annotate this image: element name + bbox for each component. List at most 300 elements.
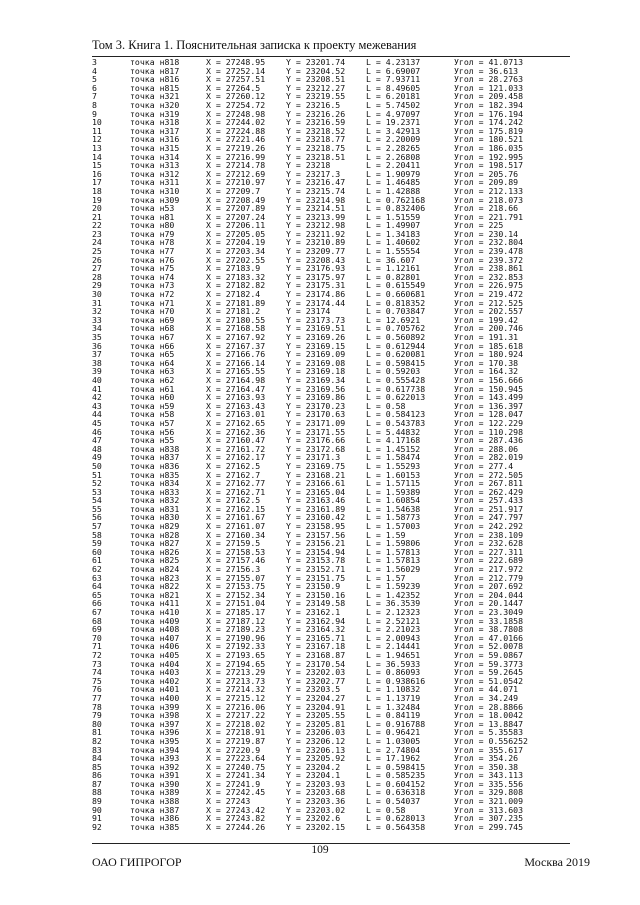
point-name: точка н400	[130, 692, 180, 703]
point-name: точка н76	[130, 254, 175, 265]
angle: Угол = 170.38	[454, 357, 519, 368]
y-coordinate: Y = 23213.99	[286, 211, 346, 222]
x-coordinate: X = 27213.73	[206, 675, 266, 686]
row-number: 80	[92, 718, 102, 729]
segment-length: L = 1.94651	[366, 649, 421, 660]
x-coordinate: X = 27162.65	[206, 417, 266, 428]
x-coordinate: X = 27187.12	[206, 615, 266, 626]
row-number: 30	[92, 289, 102, 300]
x-coordinate: X = 27221.46	[206, 134, 266, 145]
angle: Угол = 212.133	[454, 185, 524, 196]
angle: Угол = 307.235	[454, 813, 524, 824]
angle: Угол = 230.14	[454, 228, 519, 239]
point-name: точка н62	[130, 374, 175, 385]
y-coordinate: Y = 23169.18	[286, 366, 346, 377]
y-coordinate: Y = 23216.5	[286, 99, 341, 110]
x-coordinate: X = 27260.12	[206, 91, 266, 102]
point-name: точка н312	[130, 168, 180, 179]
segment-length: L = 1.55293	[366, 460, 421, 471]
point-name: точка н81	[130, 211, 175, 222]
x-coordinate: X = 27257.51	[206, 74, 266, 85]
y-coordinate: Y = 23218.51	[286, 151, 346, 162]
row-number: 26	[92, 254, 102, 265]
angle: Угол = 110.298	[454, 426, 524, 437]
row-number: 91	[92, 813, 102, 824]
angle: Угол = 174.242	[454, 117, 524, 128]
y-coordinate: Y = 23168.21	[286, 469, 346, 480]
row-number: 37	[92, 349, 102, 360]
row-number: 40	[92, 374, 102, 385]
x-coordinate: X = 27202.55	[206, 254, 266, 265]
point-name: точка н816	[130, 74, 180, 85]
angle: Угол = 202.557	[454, 306, 524, 317]
point-name: точка н388	[130, 796, 180, 807]
angle: Угол = 272.505	[454, 469, 524, 480]
y-coordinate: Y = 23214.98	[286, 194, 346, 205]
segment-length: L = 5.44832	[366, 426, 421, 437]
row-number: 92	[92, 821, 102, 832]
angle: Угол = 329.808	[454, 787, 524, 798]
x-coordinate: X = 27163.01	[206, 409, 266, 420]
segment-length: L = 0.622013	[366, 392, 426, 403]
x-coordinate: X = 27205.05	[206, 228, 266, 239]
point-name: точка н321	[130, 91, 180, 102]
point-name: точка н68	[130, 323, 175, 334]
angle: Угол = 209.458	[454, 91, 524, 102]
point-name: точка н815	[130, 82, 180, 93]
row-number: 14	[92, 151, 102, 162]
point-name: точка н817	[130, 65, 180, 76]
x-coordinate: X = 27203.34	[206, 246, 266, 257]
row-number: 87	[92, 778, 102, 789]
x-coordinate: X = 27224.88	[206, 125, 266, 136]
y-coordinate: Y = 23168.87	[286, 649, 346, 660]
segment-length: L = 0.84119	[366, 710, 421, 721]
angle: Угол = 150.945	[454, 383, 524, 394]
x-coordinate: X = 27220.9	[206, 744, 261, 755]
segment-length: L = 2.74804	[366, 744, 421, 755]
row-number: 46	[92, 426, 102, 437]
angle: Угол = 232.804	[454, 237, 524, 248]
footer-organization: ОАО ГИПРОГОР	[92, 855, 182, 869]
y-coordinate: Y = 23208.51	[286, 74, 346, 85]
segment-length: L = 0.604152	[366, 778, 426, 789]
point-name: точка н833	[130, 486, 180, 497]
x-coordinate: X = 27243	[206, 796, 251, 807]
y-coordinate: Y = 23175.97	[286, 271, 346, 282]
x-coordinate: X = 27218.02	[206, 718, 266, 729]
row-number: 82	[92, 735, 102, 746]
angle: Угол = 44.071	[454, 684, 519, 695]
angle: Угол = 13.8847	[454, 718, 524, 729]
segment-length: L = 1.32484	[366, 701, 421, 712]
y-coordinate: Y = 23166.61	[286, 478, 346, 489]
row-number: 47	[92, 435, 102, 446]
row-number: 50	[92, 460, 102, 471]
segment-length: L = 2.20009	[366, 134, 421, 145]
angle: Угол = 28.2763	[454, 74, 524, 85]
point-name: точка н404	[130, 658, 180, 669]
y-coordinate: Y = 23171.55	[286, 426, 346, 437]
point-name: точка н828	[130, 529, 180, 540]
y-coordinate: Y = 23169.08	[286, 357, 346, 368]
x-coordinate: X = 27218.91	[206, 727, 266, 738]
row-number: 38	[92, 357, 102, 368]
row-number: 83	[92, 744, 102, 755]
row-number: 32	[92, 306, 102, 317]
point-name: точка н60	[130, 392, 175, 403]
angle: Угол = 335.556	[454, 778, 524, 789]
x-coordinate: X = 27183.32	[206, 271, 266, 282]
angle: Угол = 238.861	[454, 263, 524, 274]
point-name: точка н832	[130, 495, 180, 506]
segment-length: L = 1.58773	[366, 512, 421, 523]
point-name: точка н398	[130, 710, 180, 721]
segment-length: L = 3.42913	[366, 125, 421, 136]
segment-length: L = 0.705762	[366, 323, 426, 334]
segment-length: L = 1.90979	[366, 168, 421, 179]
segment-length: L = 1.34183	[366, 228, 421, 239]
x-coordinate: X = 27215.12	[206, 692, 266, 703]
segment-length: L = 1.54638	[366, 503, 421, 514]
point-name: точка н827	[130, 538, 180, 549]
row-number: 88	[92, 787, 102, 798]
segment-length: L = 1.40602	[366, 237, 421, 248]
x-coordinate: X = 27162.71	[206, 486, 266, 497]
row-number: 6	[92, 82, 97, 93]
point-name: точка н314	[130, 151, 180, 162]
segment-length: L = 0.598415	[366, 761, 426, 772]
angle: Угол = 198.517	[454, 160, 524, 171]
row-number: 22	[92, 220, 102, 231]
row-number: 79	[92, 710, 102, 721]
coordinates-table	[92, 58, 572, 831]
segment-length: L = 1.03005	[366, 735, 421, 746]
point-name: точка н64	[130, 357, 175, 368]
row-number: 43	[92, 400, 102, 411]
y-coordinate: Y = 23218	[286, 160, 331, 171]
row-number: 62	[92, 564, 102, 575]
x-coordinate: X = 27181.2	[206, 306, 261, 317]
segment-length: L = 17.1962	[366, 753, 421, 764]
point-name: точка н407	[130, 632, 180, 643]
point-name: точка н396	[130, 727, 180, 738]
x-coordinate: X = 27223.64	[206, 753, 266, 764]
segment-length: L = 0.628013	[366, 813, 426, 824]
angle: Угол = 28.8866	[454, 701, 524, 712]
x-coordinate: X = 27214.32	[206, 684, 266, 695]
point-name: точка н818	[130, 57, 180, 67]
y-coordinate: Y = 23202.15	[286, 821, 346, 832]
y-coordinate: Y = 23202.03	[286, 667, 346, 678]
row-number: 78	[92, 701, 102, 712]
angle: Угол = 180.924	[454, 349, 524, 360]
y-coordinate: Y = 23165.04	[286, 486, 346, 497]
segment-length: L = 1.59806	[366, 538, 421, 549]
point-name: точка н80	[130, 220, 175, 231]
row-number: 41	[92, 383, 102, 394]
y-coordinate: Y = 23169.51	[286, 323, 346, 334]
y-coordinate: Y = 23203.02	[286, 804, 346, 815]
angle: Угол = 209.89	[454, 177, 519, 188]
angle: Угол = 218.073	[454, 194, 524, 205]
x-coordinate: X = 27162.5	[206, 495, 261, 506]
point-name: точка н79	[130, 228, 175, 239]
x-coordinate: X = 27207.24	[206, 211, 266, 222]
y-coordinate: Y = 23149.58	[286, 598, 346, 609]
segment-length: L = 2.21023	[366, 624, 421, 635]
row-number: 76	[92, 684, 102, 695]
y-coordinate: Y = 23160.42	[286, 512, 346, 523]
segment-length: L = 1.51559	[366, 211, 421, 222]
segment-length: L = 0.615549	[366, 280, 426, 291]
page-number: 109	[311, 844, 329, 856]
point-name: точка н835	[130, 469, 180, 480]
x-coordinate: X = 27163.93	[206, 392, 266, 403]
segment-length: L = 1.59239	[366, 581, 421, 592]
row-number: 39	[92, 366, 102, 377]
row-number: 68	[92, 615, 102, 626]
point-name: точка н389	[130, 787, 180, 798]
angle: Угол = 212.779	[454, 572, 524, 583]
segment-length: L = 2.00943	[366, 632, 421, 643]
y-coordinate: Y = 23176.66	[286, 435, 346, 446]
y-coordinate: Y = 23176.93	[286, 263, 346, 274]
row-number: 24	[92, 237, 102, 248]
row-number: 67	[92, 607, 102, 617]
segment-length: L = 0.832406	[366, 203, 426, 214]
x-coordinate: X = 27162.5	[206, 460, 261, 471]
y-coordinate: Y = 23170.23	[286, 400, 346, 411]
x-coordinate: X = 27160.47	[206, 435, 266, 446]
angle: Угол = 227.311	[454, 546, 524, 557]
point-name: точка н70	[130, 306, 175, 317]
x-coordinate: X = 27168.58	[206, 323, 266, 334]
row-number: 86	[92, 770, 102, 781]
angle: Угол = 262.429	[454, 486, 524, 497]
x-coordinate: X = 27192.33	[206, 641, 266, 652]
row-number: 53	[92, 486, 102, 497]
angle: Угол = 143.499	[454, 392, 524, 403]
angle: Угол = 282.019	[454, 452, 524, 463]
x-coordinate: X = 27243.82	[206, 813, 266, 824]
point-name: точка н409	[130, 615, 180, 626]
row-number: 9	[92, 108, 97, 119]
angle: Угол = 219.472	[454, 289, 524, 300]
x-coordinate: X = 27252.14	[206, 65, 266, 76]
x-coordinate: X = 27161.72	[206, 443, 266, 454]
point-name: точка н311	[130, 177, 180, 188]
x-coordinate: X = 27182.82	[206, 280, 266, 291]
row-number: 15	[92, 160, 102, 171]
y-coordinate: Y = 23150.16	[286, 589, 346, 600]
row-number: 51	[92, 469, 102, 480]
x-coordinate: X = 27160.34	[206, 529, 266, 540]
x-coordinate: X = 27264.5	[206, 82, 261, 93]
x-coordinate: X = 27166.14	[206, 357, 266, 368]
angle: Угол = 186.035	[454, 142, 524, 153]
angle: Угол = 222.689	[454, 555, 524, 566]
segment-length: L = 0.54037	[366, 796, 421, 807]
y-coordinate: Y = 23162.94	[286, 615, 346, 626]
y-coordinate: Y = 23204.52	[286, 65, 346, 76]
segment-length: L = 1.49907	[366, 220, 421, 231]
y-coordinate: Y = 23154.94	[286, 546, 346, 557]
point-name: точка н72	[130, 289, 175, 300]
point-name: точка н403	[130, 667, 180, 678]
angle: Угол = 180.521	[454, 134, 524, 145]
segment-length: L = 0.584123	[366, 409, 426, 420]
angle: Угол = 204.044	[454, 589, 524, 600]
row-number: 34	[92, 323, 102, 334]
x-coordinate: X = 27162.17	[206, 452, 266, 463]
y-coordinate: Y = 23150.9	[286, 581, 341, 592]
y-coordinate: Y = 23204.91	[286, 701, 346, 712]
segment-length: L = 0.598415	[366, 357, 426, 368]
point-name: точка н410	[130, 607, 180, 617]
x-coordinate: X = 27208.49	[206, 194, 266, 205]
x-coordinate: X = 27159.5	[206, 538, 261, 549]
row-number: 23	[92, 228, 102, 239]
table-row	[92, 823, 572, 832]
row-number: 13	[92, 142, 102, 153]
point-name: точка н74	[130, 271, 175, 282]
segment-length: L = 0.916788	[366, 718, 426, 729]
y-coordinate: Y = 23202.77	[286, 675, 346, 686]
angle: Угол = 226.975	[454, 280, 524, 291]
point-name: точка н57	[130, 417, 175, 428]
footer-city-year: Москва 2019	[524, 855, 590, 869]
y-coordinate: Y = 23161.89	[286, 503, 346, 514]
point-name: точка н59	[130, 400, 175, 411]
segment-length: L = 0.818352	[366, 297, 426, 308]
row-number: 8	[92, 99, 97, 110]
point-name: точка н56	[130, 426, 175, 437]
point-name: точка н821	[130, 589, 180, 600]
segment-length: L = 1.45152	[366, 443, 421, 454]
x-coordinate: X = 27167.37	[206, 340, 266, 351]
point-name: точка н386	[130, 813, 180, 824]
angle: Угол = 247.797	[454, 512, 524, 523]
segment-length: L = 12.6921	[366, 314, 421, 325]
row-number: 11	[92, 125, 102, 136]
angle: Угол = 38.7808	[454, 624, 524, 635]
x-coordinate: X = 27161.07	[206, 521, 266, 532]
point-name: точка н825	[130, 555, 180, 566]
point-name: точка н71	[130, 297, 175, 308]
angle: Угол = 321.009	[454, 796, 524, 807]
segment-length: L = 0.620081	[366, 349, 426, 360]
x-coordinate: X = 27162.36	[206, 426, 266, 437]
segment-length: L = 1.10832	[366, 684, 421, 695]
point-name: точка н317	[130, 125, 180, 136]
segment-length: L = 0.703847	[366, 306, 426, 317]
angle: Угол = 182.394	[454, 99, 524, 110]
y-coordinate: Y = 23172.68	[286, 443, 346, 454]
row-number: 4	[92, 65, 97, 76]
point-name: точка н310	[130, 185, 180, 196]
point-name: точка н830	[130, 512, 180, 523]
x-coordinate: X = 27194.65	[206, 658, 266, 669]
x-coordinate: X = 27165.55	[206, 366, 266, 377]
segment-length: L = 7.93711	[366, 74, 421, 85]
segment-length: L = 2.12323	[366, 607, 421, 617]
row-number: 31	[92, 297, 102, 308]
point-name: точка н385	[130, 821, 180, 832]
segment-length: L = 2.52121	[366, 615, 421, 626]
segment-length: L = 2.28265	[366, 142, 421, 153]
angle: Угол = 287.436	[454, 435, 524, 446]
angle: Угол = 218.66	[454, 203, 519, 214]
row-number: 27	[92, 263, 102, 274]
angle: Угол = 121.033	[454, 82, 524, 93]
row-number: 72	[92, 649, 102, 660]
x-coordinate: X = 27167.92	[206, 332, 266, 342]
x-coordinate: X = 27244.02	[206, 117, 266, 128]
point-name: точка н320	[130, 99, 180, 110]
point-name: точка н63	[130, 366, 175, 377]
x-coordinate: X = 27164.47	[206, 383, 266, 394]
row-number: 10	[92, 117, 102, 128]
row-number: 61	[92, 555, 102, 566]
angle: Угол = 242.292	[454, 521, 524, 532]
segment-length: L = 19.2371	[366, 117, 421, 128]
angle: Угол = 59.0867	[454, 649, 524, 660]
x-coordinate: X = 27240.75	[206, 761, 266, 772]
segment-length: L = 1.56029	[366, 564, 421, 575]
angle: Угол = 33.1858	[454, 615, 524, 626]
row-number: 73	[92, 658, 102, 669]
y-coordinate: Y = 23202.6	[286, 813, 341, 824]
segment-length: L = 36.3539	[366, 598, 421, 609]
point-name: точка н78	[130, 237, 175, 248]
angle: Угол = 191.31	[454, 332, 519, 342]
segment-length: L = 1.46485	[366, 177, 421, 188]
y-coordinate: Y = 23174	[286, 306, 331, 317]
page-header-title: Том 3. Книга 1. Пояснительная записка к проекту межевания	[92, 38, 417, 52]
x-coordinate: X = 27155.07	[206, 572, 266, 583]
segment-length: L = 0.555428	[366, 374, 426, 385]
y-coordinate: Y = 23206.12	[286, 735, 346, 746]
row-number: 81	[92, 727, 102, 738]
segment-length: L = 1.57813	[366, 555, 421, 566]
angle: Угол = 299.745	[454, 821, 524, 832]
y-coordinate: Y = 23206.03	[286, 727, 346, 738]
point-name: точка н55	[130, 435, 175, 446]
y-coordinate: Y = 23203.36	[286, 796, 346, 807]
segment-length: L = 1.60854	[366, 495, 421, 506]
angle: Угол = 267.811	[454, 478, 524, 489]
point-name: точка н399	[130, 701, 180, 712]
y-coordinate: Y = 23218.75	[286, 142, 346, 153]
row-number: 63	[92, 572, 102, 583]
x-coordinate: X = 27204.19	[206, 237, 266, 248]
row-number: 59	[92, 538, 102, 549]
angle: Угол = 41.0713	[454, 57, 524, 67]
segment-length: L = 6.20181	[366, 91, 421, 102]
segment-length: L = 4.23137	[366, 57, 421, 67]
point-name: точка н408	[130, 624, 180, 635]
segment-length: L = 1.57813	[366, 546, 421, 557]
segment-length: L = 4.17168	[366, 435, 421, 446]
x-coordinate: X = 27164.98	[206, 374, 266, 385]
y-coordinate: Y = 23212.27	[286, 82, 346, 93]
point-name: точка н315	[130, 142, 180, 153]
row-number: 20	[92, 203, 102, 214]
angle: Угол = 128.047	[454, 409, 524, 420]
angle: Угол = 232.853	[454, 271, 524, 282]
row-number: 84	[92, 753, 102, 764]
